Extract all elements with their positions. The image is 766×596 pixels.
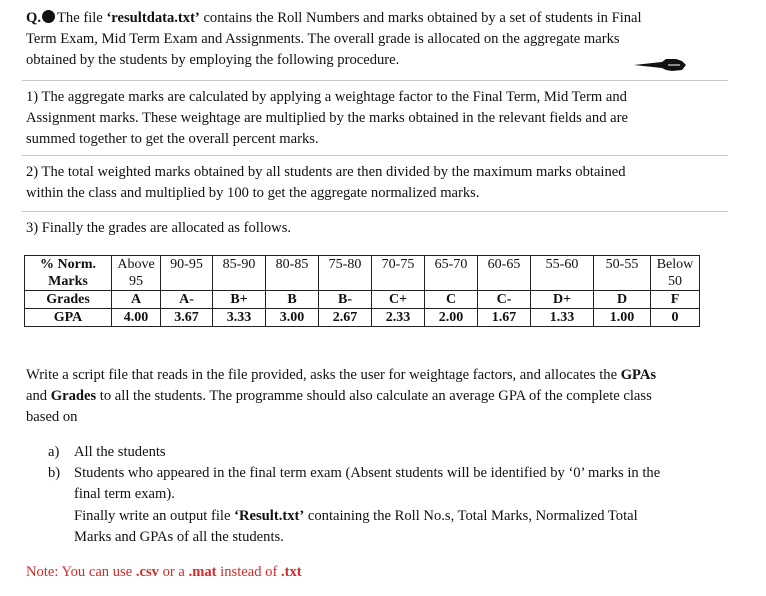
table-row-gpa <box>25 309 700 327</box>
table-cell <box>594 273 651 291</box>
question-line-2: Term Exam, Mid Term Exam and Assignments. The overall grade is allocated on the aggregate marks <box>26 31 620 47</box>
table-cell: 1.67 <box>478 309 531 327</box>
task-line-3: based on <box>26 409 78 425</box>
table-cell: A- <box>161 291 213 309</box>
table-cell: 2.67 <box>319 309 372 327</box>
row-label-gpa: GPA <box>25 309 112 327</box>
table-cell: 75-80 <box>319 256 372 274</box>
grade-table <box>24 255 700 327</box>
task-paragraph <box>26 365 656 428</box>
table-cell: Below <box>651 256 700 274</box>
table-row-marks-bottom <box>25 273 700 291</box>
options-list <box>48 442 748 548</box>
separator-3 <box>22 211 728 212</box>
row-label-grades: Grades <box>25 291 112 309</box>
table-cell <box>372 273 425 291</box>
table-cell <box>161 273 213 291</box>
table-cell: 65-70 <box>425 256 478 274</box>
table-cell: B <box>266 291 319 309</box>
note: Note: You can use .csv or a .mat instead of .txt <box>26 564 302 580</box>
table-cell: 3.67 <box>161 309 213 327</box>
question-label: Q. <box>26 10 41 26</box>
table-cell: 1.00 <box>594 309 651 327</box>
table-cell: 4.00 <box>112 309 161 327</box>
table-cell <box>478 273 531 291</box>
table-cell <box>531 273 594 291</box>
table-cell: 50-55 <box>594 256 651 274</box>
list-item: b) Students who appeared in the final term exam (Absent students will be identified by ‘0’ marks in the final term exam). Finally write an output file ‘Result.txt’ containing the Roll No.s, Total Marks, Normalized Total Marks and GPAs of all the students. <box>48 463 748 548</box>
question-paragraph <box>26 8 642 71</box>
table-cell: C <box>425 291 478 309</box>
step-3: 3) Finally the grades are allocated as follows. <box>26 220 292 236</box>
data-file-name: ‘resultdata.txt’ <box>106 10 200 26</box>
question-line-1: Q. The file ‘resultdata.txt’ contains the Roll Numbers and marks obtained by a set of students in Final <box>26 10 642 26</box>
table-cell: A <box>112 291 161 309</box>
table-cell: 3.33 <box>213 309 266 327</box>
table-cell: D <box>594 291 651 309</box>
table-cell: 3.00 <box>266 309 319 327</box>
table-cell <box>266 273 319 291</box>
question-bullet-icon <box>42 10 55 23</box>
table-cell: 0 <box>651 309 700 327</box>
table-cell: C+ <box>372 291 425 309</box>
separator-1 <box>22 80 728 81</box>
task-line-2: and Grades to all the students. The programme should also calculate an average GPA of the complete class <box>26 388 652 404</box>
separator-2 <box>22 155 728 156</box>
table-cell: 1.33 <box>531 309 594 327</box>
table-cell <box>425 273 478 291</box>
table-cell: 80-85 <box>266 256 319 274</box>
step-1: 1) The aggregate marks are calculated by applying a weightage factor to the Final Term, Mid Term and Assignment marks. These weightage are multiplied by the marks obtained in the relevant fields and are summed together to get the overall percent marks. <box>26 89 628 147</box>
task-line-1: Write a script file that reads in the file provided, asks the user for weightage factors, and allocates the GPAs <box>26 367 657 383</box>
row-label-marks-bottom: Marks <box>25 273 112 291</box>
table-cell: 55-60 <box>531 256 594 274</box>
step-2: 2) The total weighted marks obtained by all students are then divided by the maximum marks obtained within the class and multiplied by 100 to get the aggregate normalized marks. <box>26 164 626 201</box>
list-marker: a) <box>48 444 60 460</box>
table-cell: 70-75 <box>372 256 425 274</box>
final-instruction: Finally write an output file ‘Result.txt’ containing the Roll No.s, Total Marks, Normalized Total <box>74 508 638 524</box>
table-row-marks-top <box>25 256 700 274</box>
table-cell <box>213 273 266 291</box>
table-cell: 85-90 <box>213 256 266 274</box>
list-item: a) All the students <box>48 442 748 463</box>
table-cell: Above <box>112 256 161 274</box>
table-cell: B+ <box>213 291 266 309</box>
pointing-hand-icon <box>632 56 688 74</box>
table-cell: 2.00 <box>425 309 478 327</box>
table-cell: 50 <box>651 273 700 291</box>
table-cell: D+ <box>531 291 594 309</box>
question-line-3: obtained by the students by employing the following procedure. <box>26 52 400 68</box>
table-cell: B- <box>319 291 372 309</box>
table-cell: 2.33 <box>372 309 425 327</box>
table-cell: F <box>651 291 700 309</box>
table-cell: C- <box>478 291 531 309</box>
table-cell <box>319 273 372 291</box>
table-cell: 95 <box>112 273 161 291</box>
table-cell: 60-65 <box>478 256 531 274</box>
row-label-marks-top: % Norm. <box>25 256 112 274</box>
table-cell: 90-95 <box>161 256 213 274</box>
list-marker: b) <box>48 465 61 481</box>
output-file-name: ‘Result.txt’ <box>234 508 305 524</box>
table-row-grades <box>25 291 700 309</box>
